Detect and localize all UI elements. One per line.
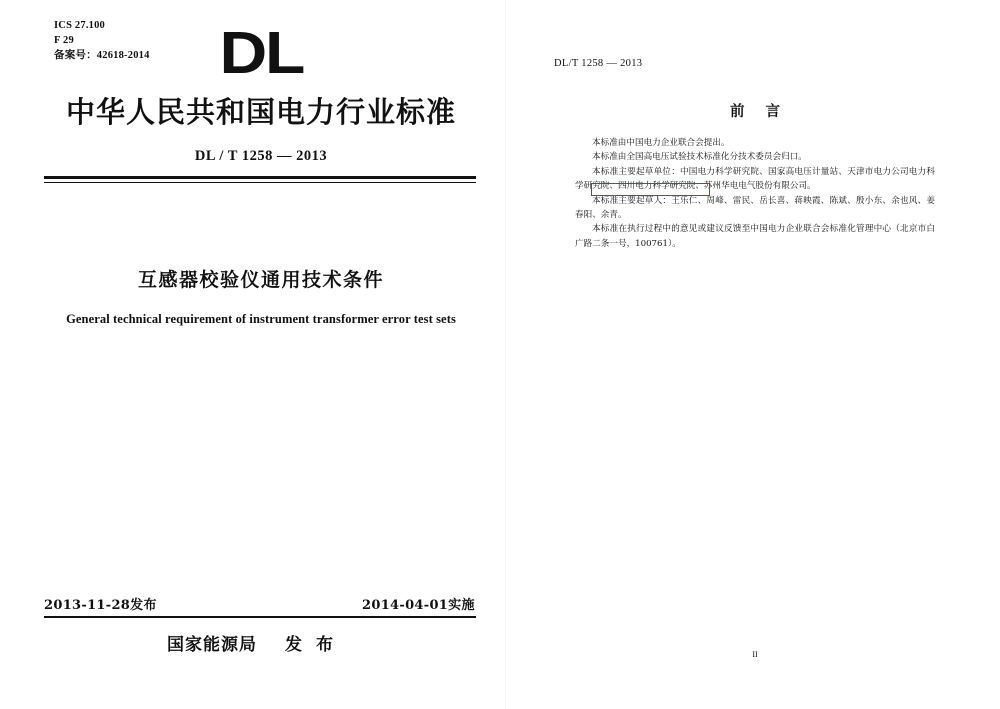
subject-title-chinese: 互感器校验仪通用技术条件: [137, 269, 384, 291]
foreword-title: 前 言: [729, 103, 789, 120]
subject-title-english: General technical requirement of instrument transformer error test sets: [66, 312, 456, 326]
page-number: II: [752, 650, 758, 659]
ics-line-3: 备案号：42618-2014: [54, 50, 150, 62]
implementation-date: 2014-04-01实施: [362, 598, 475, 613]
publisher-block: [22, 630, 482, 655]
publisher-verb: 发 布: [285, 635, 337, 655]
cover-page: [22, 0, 500, 709]
cover-rule-bottom: [44, 616, 476, 618]
foreword-header: DL/T 1258 — 2013: [554, 58, 643, 69]
foreword-body: [575, 136, 935, 251]
ics-line-1: ICS 27.100: [54, 20, 106, 31]
foreword-page: [520, 0, 990, 709]
cover-rule-thick: [44, 176, 476, 179]
page-spine-divider: [505, 0, 506, 709]
foreword-paragraph: 本标准在执行过程中的意见或建议反馈至中国电力企业联合会标准化管理中心（北京市白广路二条一号，100761）。: [575, 224, 935, 249]
foreword-paragraph: 本标准主要起草单位：中国电力科学研究院、国家高电压计量站、天津市电力公司电力科学研究院、四川电力科学研究院、苏州华电电气股份有限公司。: [575, 166, 935, 192]
dl-logo: [22, 20, 500, 86]
standard-number: DL / T 1258 — 2013: [194, 148, 328, 164]
publisher-name: 国家能源局: [167, 635, 258, 655]
foreword-paragraph: 本标准由中国电力企业联合会提出。: [592, 138, 730, 148]
cover-title-chinese: 中华人民共和国电力行业标准: [65, 95, 456, 129]
issue-date: 2013-11-28发布: [44, 598, 157, 613]
foreword-paragraph: 本标准主要起草人：王乐仁、周峰、雷民、岳长喜、蒋映霞、陈斌、殷小东、余也风、姜春阳、余青。: [575, 195, 935, 221]
ics-line-2: F 29: [54, 35, 74, 47]
cover-rule-thin: [44, 182, 476, 183]
foreword-paragraph: 本标准由全国高电压试验技术标准化分技术委员会归口。: [592, 152, 807, 163]
dl-logo-text: DL: [219, 20, 303, 86]
